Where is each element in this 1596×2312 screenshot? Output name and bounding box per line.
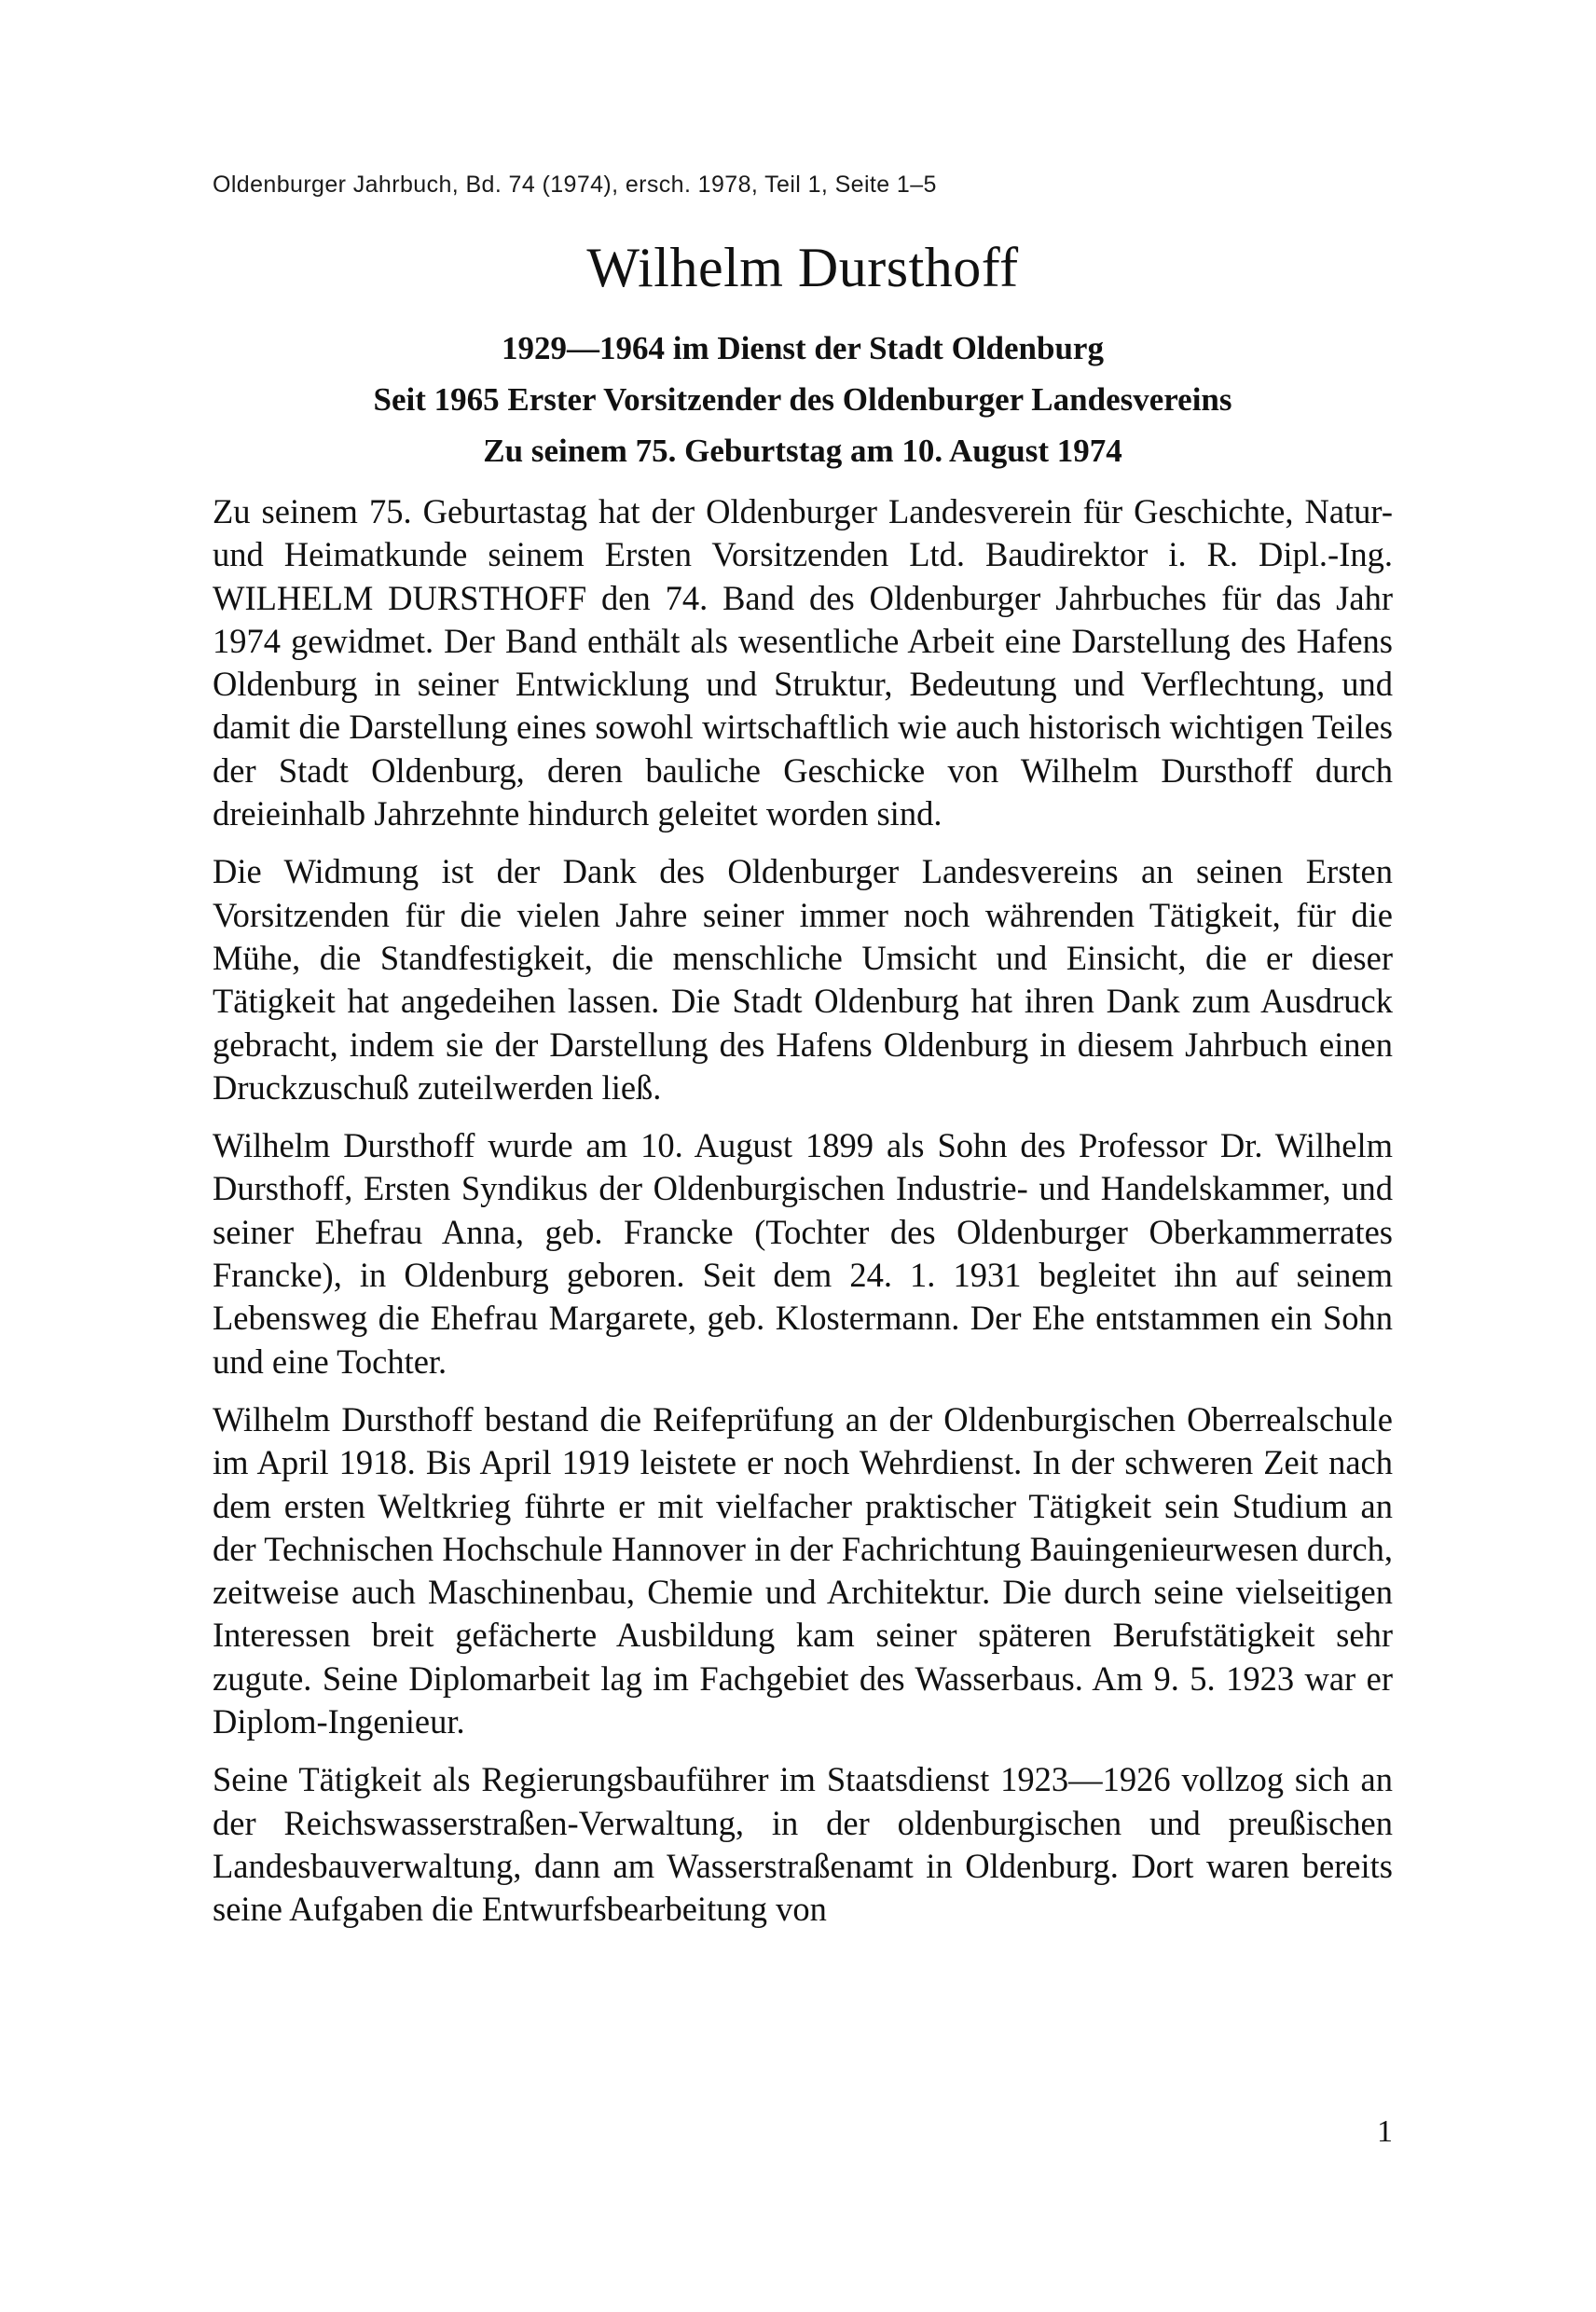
paragraph-thanks: Die Widmung ist der Dank des Oldenburger Landesvereins an seinen Ersten Vorsitzenden für die vielen Jahre seiner immer noch währenden Tätigkeit, für die Mühe, die Standfestigkeit, die menschliche Umsicht und Einsicht, die er dieser Tätigkeit hat angedeihen lassen. Die Stadt Oldenburg hat ihren Dank zum Ausdruck gebracht, indem sie der Darstellung des Hafens Oldenburg in diesem Jahrbuch einen Druckzuschuß zuteilwerden ließ. <box>213 852 1393 1107</box>
page-number: 1 <box>1377 2114 1393 2149</box>
paragraph-dedication: Zu seinem 75. Geburtastag hat der Oldenburger Landesverein für Geschichte, Natur- und Heimatkunde seinem Ersten Vorsitzenden Ltd. Baudirektor i. R. Dipl.-Ing. WILHELM DURSTHOFF den 74. Band des Oldenburger Jahrbuches für das Jahr 1974 gewidmet. Der Band enthält als wesentliche Arbeit eine Darstellung des Hafens Oldenburg in seiner Entwicklung und Struktur, Bedeutung und Verflechtung, und damit die Darstellung eines sowohl wirtschaftlich wie auch historisch wichtigen Teiles der Stadt Oldenburg, deren bauliche Geschicke von Wilhelm Dursthoff durch dreieinhalb Jahrzehnte hindurch geleitet worden sind. <box>213 492 1393 833</box>
subtitle-service-years: 1929—1964 im Dienst der Stadt Oldenburg <box>502 330 1104 366</box>
running-head: Oldenburger Jahrbuch, Bd. 74 (1974), ersch. 1978, Teil 1, Seite 1–5 <box>213 172 937 198</box>
article-body <box>213 490 1393 1947</box>
article-title: Wilhelm Dursthoff <box>586 237 1019 298</box>
article-subtitles <box>213 323 1393 476</box>
paragraph-biography: Wilhelm Dursthoff wurde am 10. August 1899 als Sohn des Professor Dr. Wilhelm Dursthoff, Ersten Syndikus der Oldenburgischen Industrie- und Handelskammer, und seiner Ehefrau Anna, geb. Francke (Tochter des Oldenburger Oberkammerrates Francke), in Oldenburg geboren. Seit dem 24. 1. 1931 begleitet ihn auf seinem Lebensweg die Ehefrau Margarete, geb. Klostermann. Der Ehe entstammen ein Sohn und eine Tochter. <box>213 1126 1393 1381</box>
paragraph-career: Seine Tätigkeit als Regierungsbauführer im Staatsdienst 1923—1926 vollzog sich an der Reichswasserstraßen-Verwaltung, in der oldenburgischen und preußischen Landesbauverwaltung, dann am Wasserstraßenamt in Oldenburg. Dort waren bereits seine Aufgaben die Entwurfsbearbeitung von <box>213 1760 1393 1929</box>
subtitle-chairman: Seit 1965 Erster Vorsitzender des Oldenburger Landesvereins <box>373 381 1232 418</box>
paragraph-education: Wilhelm Dursthoff bestand die Reifeprüfung an der Oldenburgischen Oberrealschule im April 1918. Bis April 1919 leistete er noch Wehrdienst. In der schweren Zeit nach dem ersten Weltkrieg führte er mit vielfacher praktischer Tätigkeit sein Studium an der Technischen Hochschule Hannover in der Fachrichtung Bauingenieurwesen durch, zeitweise auch Maschinenbau, Chemie und Architektur. Die durch seine vielseitigen Interessen breit gefächerte Ausbildung kam seiner späteren Berufstätigkeit sehr zugute. Seine Diplomarbeit lag im Fachgebiet des Wasserbaus. Am 9. 5. 1923 war er Diplom-Ingenieur. <box>213 1399 1393 1741</box>
subtitle-birthday: Zu seinem 75. Geburtstag am 10. August 1974 <box>483 433 1122 469</box>
